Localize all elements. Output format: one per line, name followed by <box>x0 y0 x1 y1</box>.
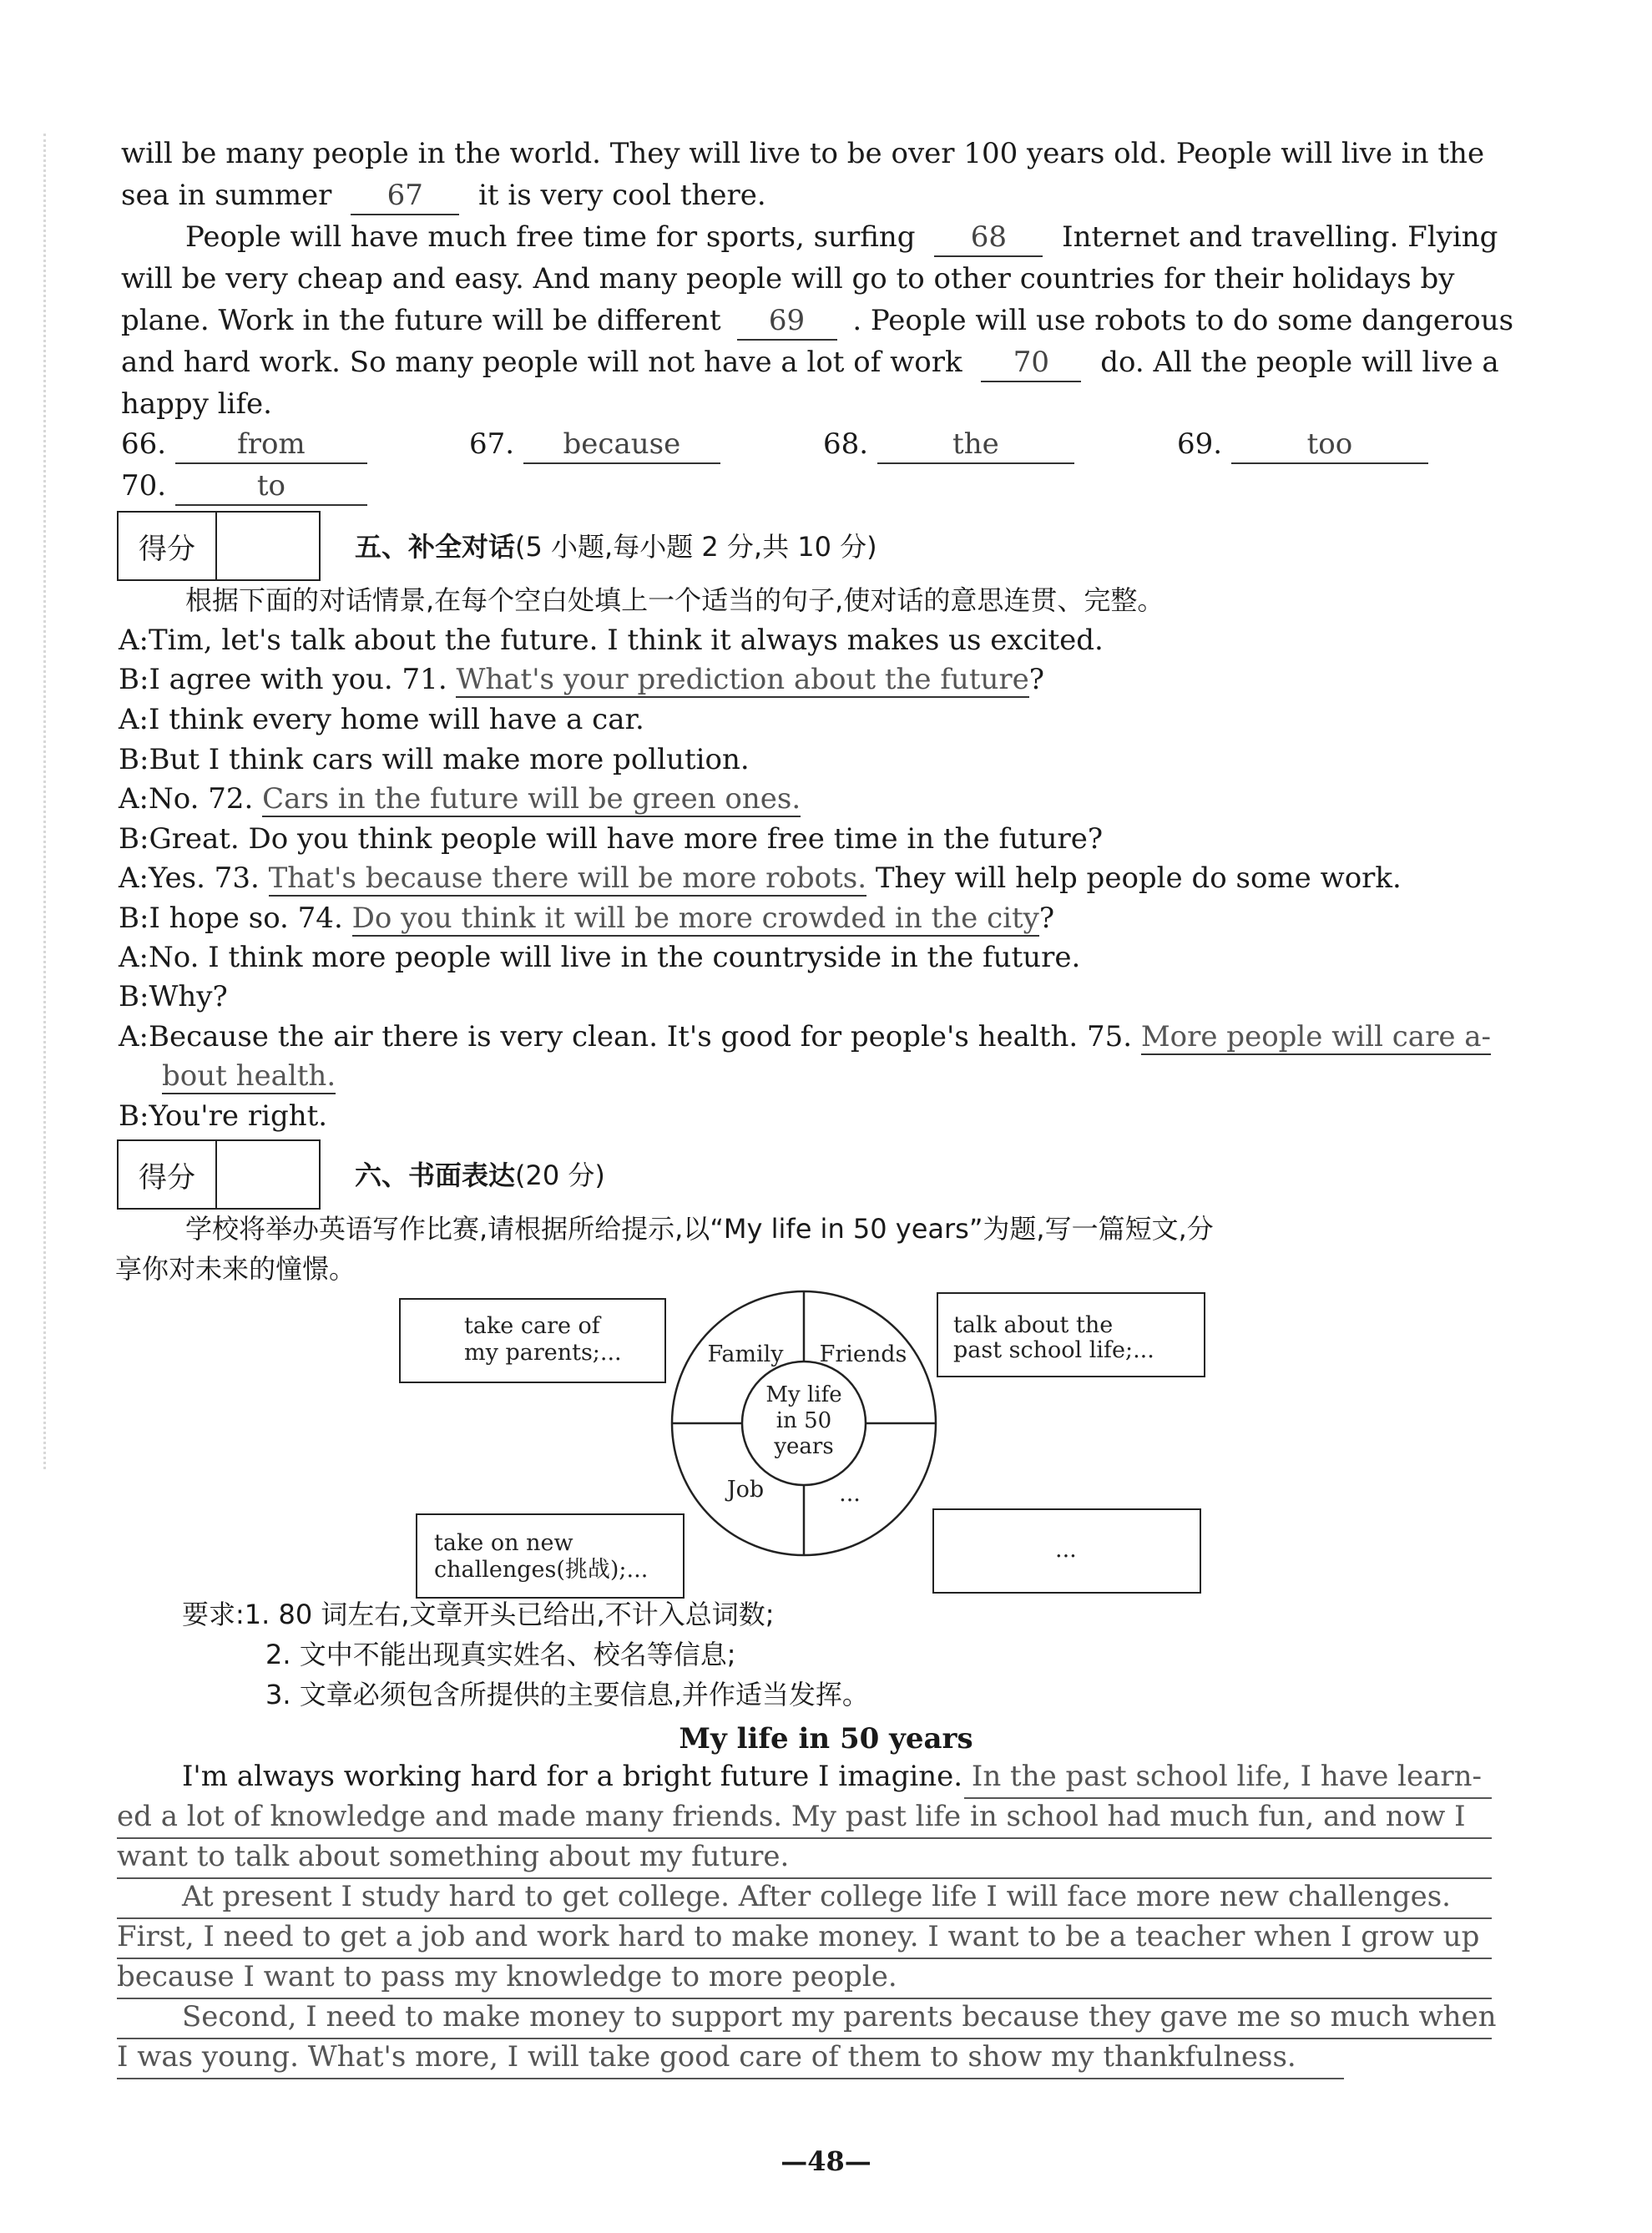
passage-text: People will have much free time for sports, surfing <box>185 220 916 254</box>
passage-text: Internet and travelling. Flying <box>1062 220 1498 254</box>
passage-line-1: will be many people in the world. They will live to be over 100 years old. People will live in the <box>121 137 1485 170</box>
dialog-text: B:I hope so. 74. <box>119 902 343 935</box>
prompt-box-other <box>932 1508 1201 1594</box>
prompt-box-parents <box>399 1298 666 1383</box>
requirement-1: 要求:1. 80 词左右,文章开头已给出,不计入总词数; <box>182 1599 775 1630</box>
essay-handwritten: In the past school life, I have learn- <box>971 1760 1483 1793</box>
dialog-line-7 <box>119 860 1402 897</box>
dialog-line-11 <box>119 1018 1491 1055</box>
dialog-line-5 <box>119 781 801 817</box>
section5-heading <box>355 526 877 564</box>
dialog-line-11-cont <box>162 1058 336 1094</box>
answer-74: Do you think it will be more crowded in the city <box>351 902 1039 935</box>
requirement-3: 3. 文章必须包含所提供的主要信息,并作适当发挥。 <box>265 1679 869 1710</box>
mind-map-circle <box>666 1286 942 1561</box>
dialog-line-4: B:But I think cars will make more pollution. <box>119 743 750 776</box>
passage-line-4: will be very cheap and easy. And many people will go to other countries for their holidays by <box>121 262 1455 296</box>
prompt-text: past school life;... <box>953 1337 1154 1363</box>
requirement-2: 2. 文中不能出现真实姓名、校名等信息; <box>265 1639 736 1670</box>
score-label: 得分 <box>119 1141 217 1208</box>
passage-line-6 <box>121 344 1499 382</box>
prompt-text: my parents;... <box>464 1340 622 1366</box>
section-title: 五、补全对话 <box>355 531 516 563</box>
answer-text: from <box>175 426 367 464</box>
dialog-text: B:I agree with you. 71. <box>119 663 447 696</box>
prompt-text: take on new <box>434 1530 573 1556</box>
answer-67 <box>469 426 720 464</box>
essay-line-6: because I want to pass my knowledge to more people. <box>117 1960 897 1993</box>
dialog-line-3: A:I think every home will have a car. <box>119 703 644 736</box>
dialog-text: A:Yes. 73. <box>119 861 260 895</box>
passage-text: plane. Work in the future will be different <box>121 304 721 337</box>
answer-71: What's your prediction about the future <box>456 663 1029 696</box>
answer-text: the <box>877 426 1074 464</box>
dialog-text: They will help people do some work. <box>875 861 1402 895</box>
prompt-text: talk about the <box>953 1312 1114 1338</box>
center-label-3: years <box>774 1434 834 1459</box>
passage-text: sea in summer <box>121 179 332 212</box>
essay-line-7: Second, I need to make money to support my parents because they gave me so much when <box>182 2000 1497 2033</box>
answer-text: to <box>175 467 367 506</box>
passage-line-5 <box>121 302 1513 341</box>
prompt-text: challenges(挑战);... <box>434 1557 649 1583</box>
score-box-section5 <box>117 511 321 581</box>
essay-text: I'm always working hard for a bright future I imagine. <box>182 1760 963 1793</box>
label-job: Job <box>726 1477 765 1503</box>
prompt-box-challenges <box>416 1513 685 1599</box>
section6-heading <box>355 1154 605 1193</box>
section-title: 六、书面表达 <box>355 1159 516 1191</box>
answer-75-cont: bout health. <box>162 1059 336 1093</box>
center-label-1: My life <box>765 1382 842 1407</box>
blank-69: 69 <box>737 302 837 341</box>
label-family: Family <box>707 1341 784 1367</box>
prompt-text: ... <box>1055 1537 1077 1563</box>
passage-text: do. All the people will live a <box>1100 346 1499 379</box>
answer-number: 66. <box>121 427 167 461</box>
writing-rule <box>117 2078 1344 2079</box>
section5-instruction: 根据下面的对话情景,在每个空白处填上一个适当的句子,使对话的意思连贯、完整。 <box>185 584 1164 616</box>
dialog-line-6: B:Great. Do you think people will have more free time in the future? <box>119 822 1104 856</box>
answer-66 <box>121 426 367 464</box>
prompt-text: take care of <box>464 1313 600 1339</box>
center-label-2: in 50 <box>775 1408 832 1433</box>
dialog-line-9: A:No. I think more people will live in the countryside in the future. <box>119 941 1081 974</box>
answer-number: 69. <box>1177 427 1223 461</box>
essay-line-2: ed a lot of knowledge and made many friends. My past life in school had much fun, and now I <box>117 1800 1466 1833</box>
blank-70: 70 <box>981 344 1081 382</box>
essay-line-3: want to talk about something about my future. <box>117 1840 790 1873</box>
answer-number: 67. <box>469 427 515 461</box>
answer-69 <box>1177 426 1428 464</box>
answer-72: Cars in the future will be green ones. <box>262 782 801 816</box>
dialog-text: ? <box>1028 663 1044 696</box>
score-label: 得分 <box>119 513 217 579</box>
essay-line-5: First, I need to get a job and work hard to make money. I want to be a teacher when I grow up <box>117 1920 1480 1953</box>
dialog-text: A:No. 72. <box>119 782 254 816</box>
dialog-line-1: A:Tim, let's talk about the future. I think it always makes us excited. <box>119 624 1104 657</box>
dialog-line-8 <box>119 900 1054 937</box>
passage-line-7: happy life. <box>121 387 272 421</box>
passage-text: and hard work. So many people will not have a lot of work <box>121 346 962 379</box>
passage-line-3 <box>185 219 1498 257</box>
section6-instruction-1: 学校将举办英语写作比赛,请根据所给提示,以“My life in 50 years”为题,写一篇短文,分 <box>185 1213 1214 1245</box>
blank-68: 68 <box>934 219 1043 257</box>
essay-line-8: I was young. What's more, I will take good care of them to show my thankfulness. <box>117 2040 1296 2074</box>
section6-instruction-2: 享你对未来的憧憬。 <box>115 1253 356 1285</box>
page-number: —48— <box>781 2145 871 2177</box>
passage-text: . People will use robots to do some dangerous <box>852 304 1514 337</box>
prompt-box-school <box>937 1292 1205 1377</box>
dialog-line-2 <box>119 661 1044 698</box>
essay-title: My life in 50 years <box>679 1722 973 1756</box>
dialog-text: ? <box>1038 902 1055 935</box>
label-friends: Friends <box>819 1341 907 1367</box>
answer-75: More people will care a- <box>1140 1020 1492 1053</box>
answer-73: That's because there will be more robots. <box>268 861 867 895</box>
essay-line-1 <box>182 1758 1482 1795</box>
dialog-line-10: B:Why? <box>119 980 228 1013</box>
answer-number: 70. <box>121 469 167 503</box>
section-note: (20 分) <box>515 1159 605 1191</box>
answer-number: 68. <box>823 427 869 461</box>
score-box-section6 <box>117 1139 321 1210</box>
passage-text: it is very cool there. <box>478 179 766 212</box>
passage-line-2 <box>121 177 766 215</box>
label-dots: ... <box>839 1481 861 1507</box>
dialog-line-12: B:You're right. <box>119 1099 328 1133</box>
essay-line-4: At present I study hard to get college. After college life I will face more new challenges. <box>182 1880 1451 1913</box>
section-note: (5 小题,每小题 2 分,共 10 分) <box>515 531 877 563</box>
answer-68 <box>823 426 1074 464</box>
answer-70 <box>121 467 367 506</box>
answer-text: too <box>1231 426 1428 464</box>
margin-dotted-line <box>43 134 46 1469</box>
blank-67: 67 <box>351 177 459 215</box>
answer-text: because <box>523 426 720 464</box>
dialog-text: A:Because the air there is very clean. It's good for people's health. 75. <box>119 1020 1133 1053</box>
